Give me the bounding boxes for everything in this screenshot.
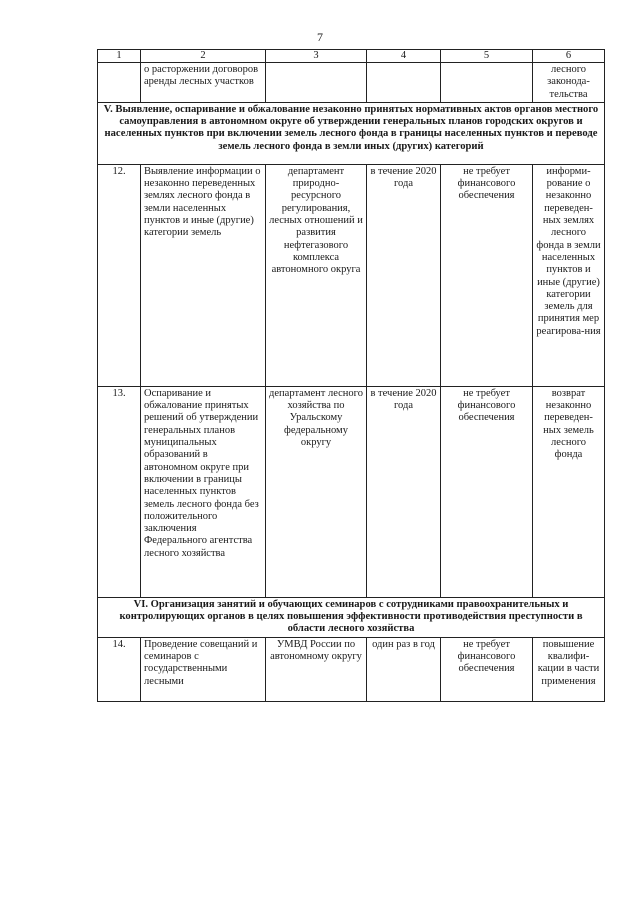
section-v-heading-row (98, 102, 605, 164)
column-number-4: 4 (367, 50, 441, 63)
table-row-12 (98, 164, 605, 386)
term-cell: в течение 2020 года (367, 164, 441, 386)
financing-cell: не требует финансового обеспечения (441, 386, 533, 597)
result-cell: лесного законода-тельства (533, 63, 605, 103)
term-cell (367, 63, 441, 103)
column-number-5: 5 (441, 50, 533, 63)
term-cell: один раз в год (367, 637, 441, 701)
result-cell: повышение квалифи-кации в части применения (533, 637, 605, 701)
financing-cell (441, 63, 533, 103)
row-number-cell: 13. (98, 386, 141, 597)
page-number: 7 (317, 30, 323, 44)
measures-table (97, 49, 605, 702)
row-number-cell: 12. (98, 164, 141, 386)
result-cell: информи-рование о незаконно переведен-ных землях лесного фонда в земли населенных пунктов и иные (другие) категории земель для принятия мер реагирова-ния (533, 164, 605, 386)
column-number-3: 3 (266, 50, 367, 63)
financing-cell: не требует финансового обеспечения (441, 164, 533, 386)
column-number-1: 1 (98, 50, 141, 63)
column-number-row (98, 50, 605, 63)
measure-cell: о расторжении договоров аренды лесных участков (141, 63, 266, 103)
measure-cell: Выявление информации о незаконно переведенных землях лесного фонда в земли населенных пунктов и иные (другие) категории земель (141, 164, 266, 386)
responsible-cell (266, 63, 367, 103)
column-number-2: 2 (141, 50, 266, 63)
row-number-cell (98, 63, 141, 103)
measure-cell: Проведение совещаний и семинаров с государственными лесными (141, 637, 266, 701)
table-row-13 (98, 386, 605, 597)
responsible-cell: УМВД России по автономному округу (266, 637, 367, 701)
result-cell: возврат незаконно переведен-ных земель лесного фонда (533, 386, 605, 597)
section-vi-heading-row (98, 597, 605, 637)
table-row-continued (98, 63, 605, 103)
section-vi-heading: VI. Организация занятий и обучающих семинаров с сотрудниками правоохранительных и контролирующих органов в целях повышения эффективности противодействия преступности в области лесного хозяйства (98, 597, 605, 637)
financing-cell: не требует финансового обеспечения (441, 637, 533, 701)
measure-cell: Оспаривание и обжалование принятых решений об утверждении генеральных планов муниципальных образований в автономном округе при включении в границы населенных пунктов земель лесного фонда без положительного заключения Федерального агентства лесного хозяйства (141, 386, 266, 597)
responsible-cell: департамент природно-ресурсного регулирования, лесных отношений и развития нефтегазового комплекса автономного округа (266, 164, 367, 386)
section-v-heading: V. Выявление, оспаривание и обжалование незаконно принятых нормативных актов органов местного самоуправления в автономном округе об утверждении генеральных планов городских округов и населенных пунктов при включении земель лесного фонда в границы населенных пунктов и переводе земель лесного фонда в земли иных (других) категорий (98, 102, 605, 164)
table-row-14 (98, 637, 605, 701)
row-number-cell: 14. (98, 637, 141, 701)
column-number-6: 6 (533, 50, 605, 63)
responsible-cell: департамент лесного хозяйства по Уральскому федеральному округу (266, 386, 367, 597)
term-cell: в течение 2020 года (367, 386, 441, 597)
